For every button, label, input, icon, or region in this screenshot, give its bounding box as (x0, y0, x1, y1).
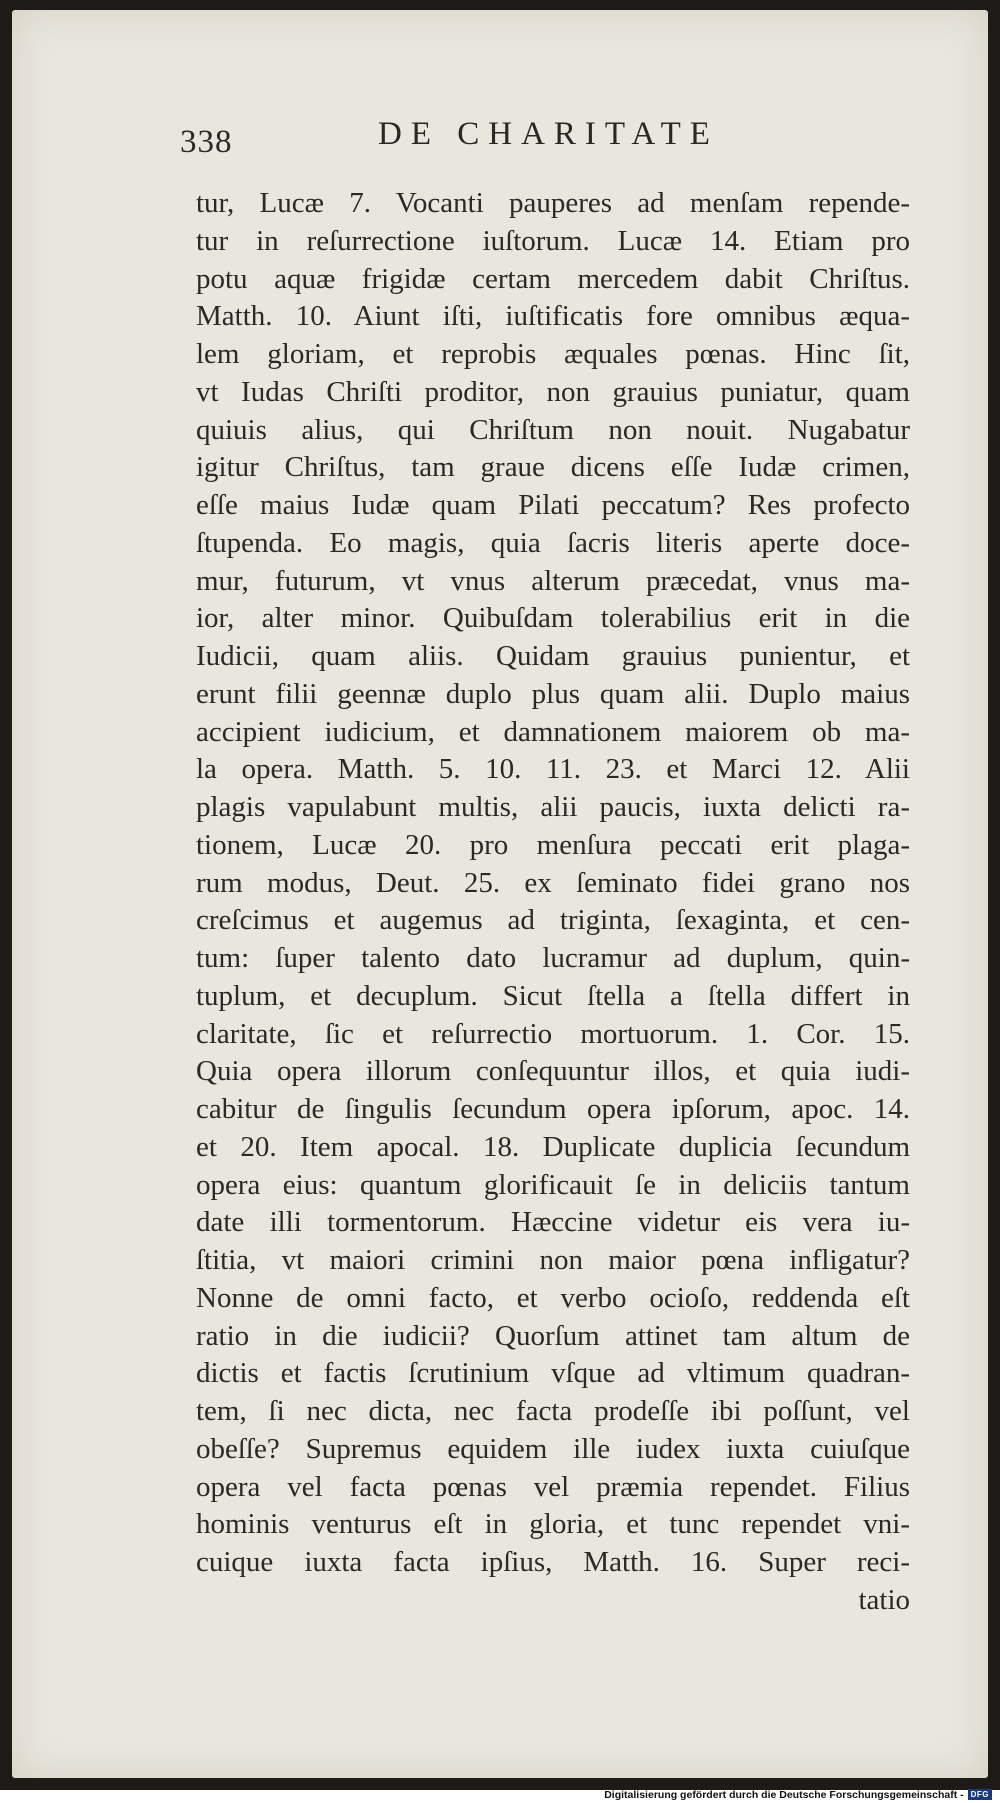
text-line: quiuis alius, qui Chriſtum non nouit. Nugabatur (196, 413, 910, 446)
text-line: date illi tormentorum. Hæccine videtur eis vera iu- (196, 1206, 910, 1239)
text-line: opera vel facta pœnas vel præmia rependet. Filius (196, 1470, 910, 1503)
text-line: ior, alter minor. Quibuſdam tolerabilius erit in die (196, 602, 910, 635)
dfg-logo: DFG (968, 1789, 992, 1800)
text-line: tem, ſi nec dicta, nec facta prodeſſe ibi poſſunt, vel (196, 1395, 910, 1427)
body-text (196, 185, 910, 1620)
text-line: igitur Chriſtus, tam graue dicens eſſe Iudæ crimen, (196, 451, 910, 484)
text-line: eſſe maius Iudæ quam Pilati peccatum? Res profecto (196, 489, 910, 521)
text-line: dictis et factis ſcrutinium vſque ad vltimum quadran- (196, 1357, 910, 1390)
text-line: cuique iuxta facta ipſius, Matth. 16. Super reci- (196, 1546, 910, 1578)
text-line: Matth. 10. Aiunt iſti, iuſtificatis fore omnibus æqua- (196, 300, 910, 333)
page-header (180, 112, 940, 172)
text-line: plagis vapulabunt multis, alii paucis, iuxta delicti ra- (196, 791, 910, 823)
text-line: Nonne de omni facto, et verbo ocioſo, reddenda eſt (196, 1281, 910, 1314)
text-line: cabitur de ſingulis ſecundum opera ipſorum, apoc. 14. (196, 1093, 910, 1125)
text-line: obeſſe? Supremus equidem ille iudex iuxta cuiuſque (196, 1432, 910, 1465)
text-line: ſtupenda. Eo magis, quia ſacris literis aperte doce- (196, 526, 910, 559)
text-line: hominis venturus eſt in gloria, et tunc rependet vni- (196, 1508, 910, 1541)
text-line: erunt filii geennæ duplo plus quam alii. Duplo maius (196, 677, 910, 710)
text-line: rum modus, Deut. 25. ex ſeminato fidei grano nos (196, 866, 910, 899)
text-line: tum: ſuper talento dato lucramur ad duplum, quin- (196, 942, 910, 974)
credit-text: Digitalisierung gefördert durch die Deutsche Forschungsgemeinschaft - (604, 1788, 964, 1801)
text-line: vt Iudas Chriſti proditor, non grauius puniatur, quam (196, 375, 910, 408)
catchword: tatio (858, 1583, 910, 1616)
text-line: tuplum, et decuplum. Sicut ſtella a ſtella differt in (196, 979, 910, 1012)
text-line: tionem, Lucæ 20. pro menſura peccati erit plaga- (196, 828, 910, 861)
text-line: claritate, ſic et reſurrectio mortuorum. 1. Cor. 15. (196, 1017, 910, 1050)
running-head: DE CHARITATE (378, 116, 719, 152)
text-line: Iudicii, quam aliis. Quidam grauius punientur, et (196, 640, 910, 672)
text-line: et 20. Item apocal. 18. Duplicate duplicia ſecundum (196, 1130, 910, 1163)
text-line: opera eius: quantum glorificauit ſe in deliciis tantum (196, 1168, 910, 1201)
text-line: ratio in die iudicii? Quorſum attinet tam altum de (196, 1319, 910, 1352)
text-line: potu aquæ frigidæ certam mercedem dabit Chriſtus. (196, 262, 910, 295)
text-line: lem gloriam, et reprobis æquales pœnas. Hinc ſit, (196, 338, 910, 370)
digitization-credit (604, 1788, 992, 1801)
text-line: tur in reſurrectione iuſtorum. Lucæ 14. Etiam pro (196, 224, 910, 257)
text-line: creſcimus et augemus ad triginta, ſexaginta, et cen- (196, 904, 910, 937)
text-line: Quia opera illorum conſequuntur illos, et quia iudi- (196, 1055, 910, 1088)
text-line: tur, Lucæ 7. Vocanti pauperes ad menſam repende- (196, 187, 910, 219)
page-number: 338 (180, 124, 233, 160)
text-line: ſtitia, vt maiori crimini non maior pœna infligatur? (196, 1244, 910, 1276)
text-line: la opera. Matth. 5. 10. 11. 23. et Marci 12. Alii (196, 753, 910, 786)
text-line: mur, futurum, vt vnus alterum præcedat, vnus ma- (196, 564, 910, 597)
text-line: accipient iudicium, et damnationem maiorem ob ma- (196, 715, 910, 748)
